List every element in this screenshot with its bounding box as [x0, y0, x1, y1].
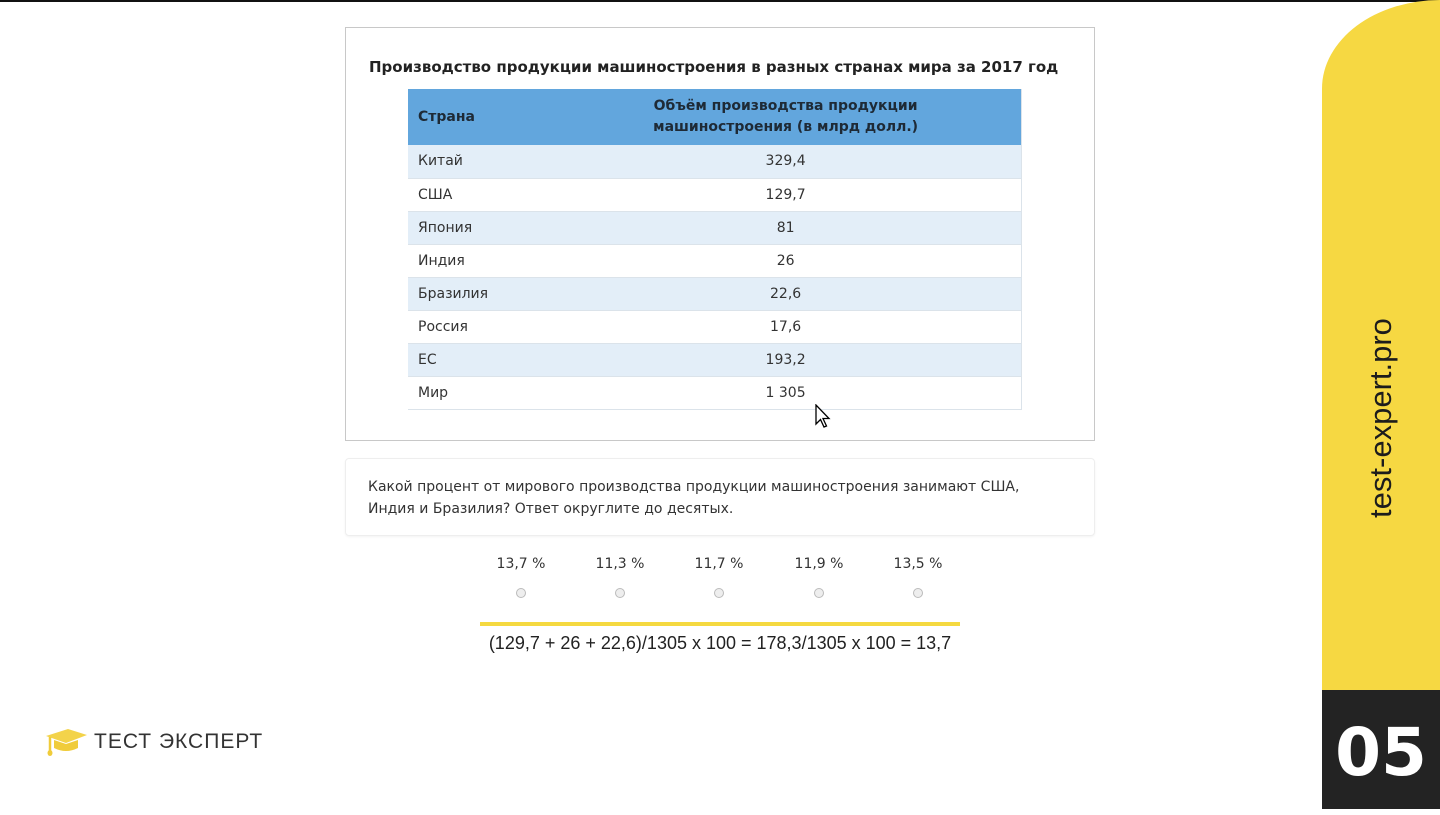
value-cell: 17,6 — [550, 310, 1021, 343]
question-box — [345, 458, 1095, 536]
column-header-volume — [550, 89, 1021, 145]
country-cell: Индия — [408, 244, 550, 277]
brand-logo — [44, 726, 263, 758]
graduation-cap-icon — [44, 726, 88, 758]
question-text-line-1: Какой процент от мирового производства продукции машиностроения занимают США, — [368, 479, 1020, 495]
table-row — [408, 343, 1022, 376]
production-table — [408, 89, 1022, 410]
table-row — [408, 277, 1022, 310]
option-label: 11,3 % — [595, 556, 645, 572]
country-cell: США — [408, 178, 550, 211]
value-cell: 129,7 — [550, 178, 1021, 211]
country-cell: Бразилия — [408, 277, 550, 310]
option-radio[interactable] — [615, 588, 625, 598]
slide-number: 05 — [1322, 690, 1440, 809]
table-row — [408, 376, 1022, 409]
mouse-cursor-icon — [815, 404, 831, 430]
value-cell: 1 305 — [550, 376, 1021, 409]
value-cell: 26 — [550, 244, 1021, 277]
answer-option[interactable] — [570, 556, 670, 598]
answer-option[interactable] — [868, 556, 968, 598]
top-border — [0, 0, 1440, 2]
option-radio[interactable] — [516, 588, 526, 598]
logo-text: ТЕСТ ЭКСПЕРТ — [94, 730, 264, 753]
site-url: test-expert.pro — [1363, 318, 1398, 518]
solution-formula: (129,7 + 26 + 22,6)/1305 x 100 = 178,3/1305 x 100 = 13,7 — [488, 633, 952, 653]
country-cell: ЕС — [408, 343, 550, 376]
value-cell: 193,2 — [550, 343, 1021, 376]
table-row — [408, 145, 1022, 178]
option-label: 13,5 % — [893, 556, 943, 572]
value-cell: 81 — [550, 211, 1021, 244]
answer-option[interactable] — [471, 556, 571, 598]
table-title: Производство продукции машиностроения в разных странах мира за 2017 год — [369, 58, 1059, 76]
country-cell: Россия — [408, 310, 550, 343]
question-text-line-2: Индия и Бразилия? Ответ округлите до десятых. — [368, 501, 734, 517]
option-radio[interactable] — [814, 588, 824, 598]
option-label: 13,7 % — [496, 556, 546, 572]
table-row — [408, 211, 1022, 244]
option-label: 11,7 % — [694, 556, 744, 572]
option-radio[interactable] — [913, 588, 923, 598]
table-card — [345, 27, 1095, 441]
option-label: 11,9 % — [794, 556, 844, 572]
header-line-1: Объём производства продукции — [653, 98, 918, 114]
header-line-2: машиностроения (в млрд долл.) — [653, 119, 919, 135]
value-cell: 22,6 — [550, 277, 1021, 310]
country-cell: Япония — [408, 211, 550, 244]
column-header-country: Страна — [408, 89, 550, 145]
table-row — [408, 310, 1022, 343]
table-row — [408, 244, 1022, 277]
country-cell: Китай — [408, 145, 550, 178]
option-radio[interactable] — [714, 588, 724, 598]
answer-option[interactable] — [769, 556, 869, 598]
table-row — [408, 178, 1022, 211]
answer-option[interactable] — [669, 556, 769, 598]
country-cell: Мир — [408, 376, 550, 409]
yellow-divider — [480, 622, 960, 626]
value-cell: 329,4 — [550, 145, 1021, 178]
